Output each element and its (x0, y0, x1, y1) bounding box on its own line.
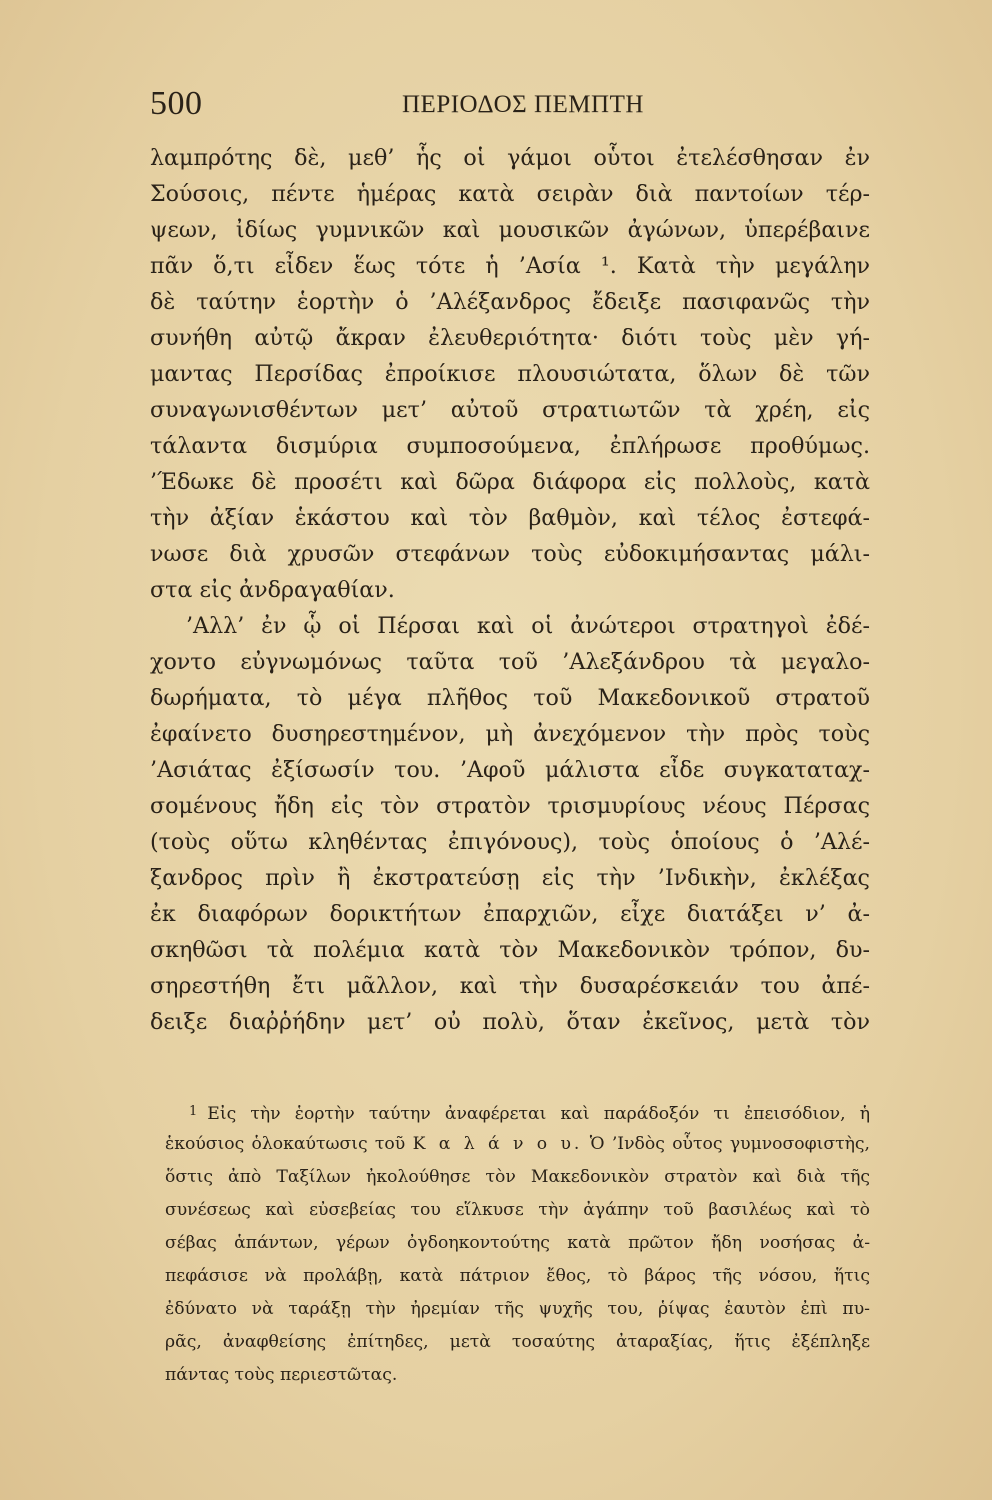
text-line: (τοὺς οὕτω κληθέντας ἐπιγόνους), τοὺς ὁποίους ὁ ’Αλέ- (150, 829, 870, 855)
text-line: νωσε διὰ χρυσῶν στεφάνων τοὺς εὐδοκιμήσαντας μάλι- (150, 541, 870, 567)
text-line: συνήθη αὐτῷ ἄκραν ἐλευθεριότητα· διότι τοὺς μὲν γή- (150, 325, 870, 351)
text-line: σηρεστήθη ἔτι μᾶλλον, καὶ τὴν δυσαρέσκειάν του ἀπέ- (150, 973, 870, 999)
text-line: ξανδρος πρὶν ἢ ἐκστρατεύσῃ εἰς τὴν ’Ινδικὴν, ἐκλέξας (150, 865, 870, 891)
page-number: 500 (150, 85, 203, 122)
footnote-line-text: ἑκούσιος ὁλοκαύτωσις τοῦ (165, 1134, 406, 1154)
text-line: δὲ ταύτην ἑορτὴν ὁ ’Αλέξανδρος ἔδειξε πασιφανῶς τὴν (150, 289, 870, 315)
footnote-line: ἐδύνατο νὰ ταράξῃ τὴν ἠρεμίαν τῆς ψυχῆς του, ῥίψας ἑαυτὸν ἐπὶ πυ- (165, 1299, 870, 1319)
text-line: ’Αλλ’ ἐν ᾧ οἱ Πέρσαι καὶ οἱ ἀνώτεροι στρατηγοὶ ἐδέ- (186, 613, 870, 639)
text-line: Σούσοις, πέντε ἡμέρας κατὰ σειρὰν διὰ παντοίων τέρ- (150, 181, 870, 207)
text-line: πᾶν ὅ,τι εἶδεν ἕως τότε ἡ ’Ασία ¹. Κατὰ τὴν μεγάλην (150, 253, 870, 279)
footnote-line-text: Ὁ ’Ινδὸς οὗτος γυμνοσοφιστὴς, (589, 1134, 871, 1154)
footnote-spaced-name: Κ α λ ά ν ο υ. (412, 1134, 583, 1154)
text-line: στα εἰς ἀνδραγαθίαν. (150, 577, 395, 603)
footnote-line: πάντας τοὺς περιεστῶτας. (165, 1365, 398, 1385)
footnote-line: πεφάσισε νὰ προλάβῃ, κατὰ πάτριον ἔθος, τὸ βάρος τῆς νόσου, ἥτις (165, 1266, 870, 1286)
text-line: δειξε διαῤῥήδην μετ’ οὐ πολὺ, ὅταν ἐκεῖνος, μετὰ τὸν (150, 1009, 870, 1035)
footnote (165, 1095, 870, 1392)
footnote-line: ὅστις ἀπὸ Ταξίλων ἠκολούθησε τὸν Μακεδονικὸν στρατὸν καὶ διὰ τῆς (165, 1167, 870, 1187)
body-text (150, 140, 870, 1040)
page-header (150, 85, 850, 125)
running-head: ΠΕΡΙΟΔΟΣ ΠΕΜΠΤΗ (402, 91, 644, 118)
text-line: συναγωνισθέντων μετ’ αὐτοῦ στρατιωτῶν τὰ χρέη, εἰς (150, 397, 870, 423)
text-line: μαντας Περσίδας ἐπροίκισε πλουσιώτατα, ὅλων δὲ τῶν (150, 361, 870, 387)
footnote-line (165, 1095, 870, 1128)
footnote-line: ρᾶς, ἀναφθείσης ἐπίτηδες, μετὰ τοσαύτης ἀταραξίας, ἥτις ἐξέπληξε (165, 1332, 870, 1352)
text-line: σομένους ἤδη εἰς τὸν στρατὸν τρισμυρίους νέους Πέρσας (150, 793, 870, 819)
text-line: ’Ασιάτας ἐξίσωσίν του. ’Αφοῦ μάλιστα εἶδε συγκαταταχ- (150, 757, 870, 783)
footnote-line: συνέσεως καὶ εὐσεβείας του εἵλκυσε τὴν ἀγάπην τοῦ βασιλέως καὶ τὸ (165, 1200, 870, 1220)
text-line: τὴν ἀξίαν ἑκάστου καὶ τὸν βαθμὸν, καὶ τέλος ἐστεφά- (150, 505, 870, 531)
text-line: ψεων, ἰδίως γυμνικῶν καὶ μουσικῶν ἀγώνων, ὑπερέβαινε (150, 217, 870, 243)
footnote-line (165, 1128, 870, 1161)
footnote-line: σέβας ἁπάντων, γέρων ὀγδοηκοντούτης κατὰ πρῶτον ἤδη νοσήσας ἀ- (165, 1233, 870, 1253)
text-line: χοντο εὐγνωμόνως ταῦτα τοῦ ’Αλεξάνδρου τὰ μεγαλο- (150, 649, 870, 675)
text-line: ἐκ διαφόρων δορικτήτων ἐπαρχιῶν, εἶχε διατάξει ν’ ἀ- (150, 901, 870, 927)
text-line: ’Έδωκε δὲ προσέτι καὶ δῶρα διάφορα εἰς πολλοὺς, κατὰ (150, 469, 870, 495)
text-line: τάλαντα δισμύρια συμποσούμενα, ἐπλήρωσε προθύμως. (150, 433, 870, 459)
text-line: δωρήματα, τὸ μέγα πλῆθος τοῦ Μακεδονικοῦ στρατοῦ (150, 685, 870, 711)
text-line: σκηθῶσι τὰ πολέμια κατὰ τὸν Μακεδονικὸν τρόπον, δυ- (150, 937, 870, 963)
footnote-line-text: Εἰς τὴν ἑορτὴν ταύτην ἀναφέρεται καὶ παράδοξόν τι ἐπεισόδιον, ἡ (207, 1104, 870, 1124)
text-line: λαμπρότης δὲ, μεθ’ ἧς οἱ γάμοι οὗτοι ἐτελέσθησαν ἐν (150, 145, 870, 171)
footnote-marker: 1 (189, 1104, 198, 1119)
text-line: ἐφαίνετο δυσηρεστημένον, μὴ ἀνεχόμενον τὴν πρὸς τοὺς (150, 721, 870, 747)
